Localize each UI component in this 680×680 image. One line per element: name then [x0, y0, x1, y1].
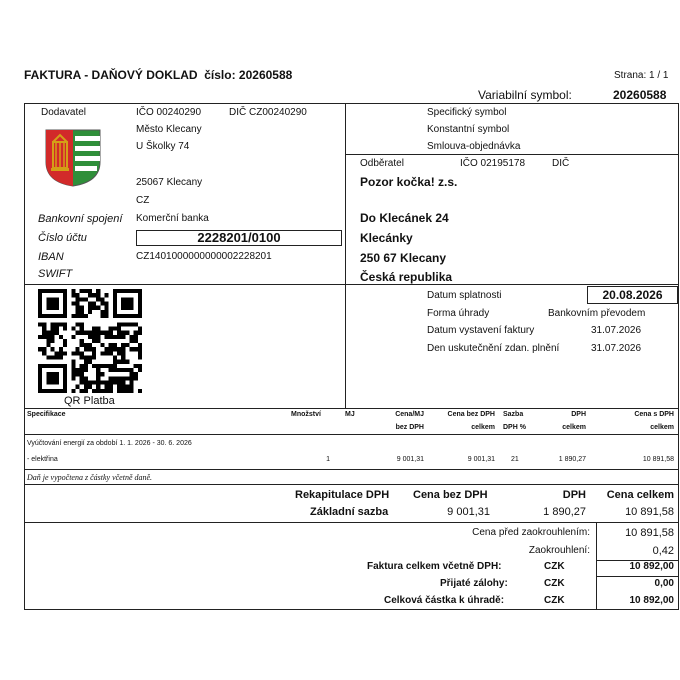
supplier-country: CZ	[136, 195, 150, 206]
contract-label: Smlouva-objednávka	[427, 141, 521, 152]
row-net: 9 001,31	[467, 456, 495, 463]
customer-district: Klecánky	[360, 231, 413, 245]
row-rate: 21	[511, 456, 519, 463]
supplier-city: 25067 Klecany	[136, 177, 203, 188]
variable-symbol-value: 20260588	[613, 88, 667, 102]
supplier-name: Město Klecany	[136, 124, 202, 135]
amount-due-currency: CZK	[544, 595, 565, 606]
customer-dic: DIČ	[552, 158, 570, 169]
iban-value: CZ1401000000000002228201	[136, 251, 272, 262]
taxable-date-value: 31.07.2026	[591, 343, 642, 354]
col-price-2: bez DPH	[395, 424, 424, 431]
col-vat-2: celkem	[562, 424, 586, 431]
row-spec: - elektřina	[27, 456, 58, 463]
advances-label: Přijaté zálohy:	[440, 578, 508, 589]
col-net-1: Cena bez DPH	[447, 411, 495, 418]
frame-left	[24, 103, 25, 610]
col-price-1: Cena/MJ	[395, 411, 424, 418]
title-text: FAKTURA - DAŇOVÝ DOKLAD	[24, 68, 198, 82]
due-date-value: 20.08.2026	[587, 286, 678, 304]
tax-note: Daň je vypočtena z částky včetně daně.	[27, 473, 153, 482]
table-head-top	[24, 408, 678, 409]
frame-top	[24, 103, 678, 104]
payment-divider	[24, 284, 678, 285]
taxable-date-label: Den uskutečnění zdan. plnění	[427, 343, 560, 354]
constant-symbol-label: Konstantní symbol	[427, 124, 510, 135]
customer-ico: IČO 02195178	[460, 158, 526, 169]
issue-date-value: 31.07.2026	[591, 325, 642, 336]
supplier-street: U Školky 74	[136, 141, 190, 152]
note-bottom	[24, 484, 678, 485]
recap-total: 10 891,58	[625, 506, 674, 518]
col-qty: Množství	[291, 411, 321, 418]
invoice-number: 20260588	[238, 68, 293, 82]
recap-col-vat: DPH	[562, 489, 586, 501]
recap-rate-label: Základní sazba	[310, 506, 389, 518]
invoice-total-label: Faktura celkem včetně DPH:	[367, 561, 502, 572]
variable-symbol-label: Variabilní symbol:	[478, 88, 572, 102]
issue-date-label: Datum vystavení faktury	[427, 325, 535, 336]
items-bottom	[24, 469, 678, 470]
advances-currency: CZK	[544, 578, 565, 589]
account-label: Číslo účtu	[38, 232, 87, 244]
table-head-bottom	[24, 434, 678, 435]
col-spec: Specifikace	[27, 411, 66, 418]
row-vat: 1 890,27	[558, 456, 586, 463]
row-qty: 1	[326, 456, 330, 463]
account-value: 2228201/0100	[136, 230, 342, 246]
bank-label: Bankovní spojení	[38, 213, 123, 225]
advances-value: 0,00	[654, 578, 674, 589]
supplier-label: Dodavatel	[41, 107, 87, 118]
supplier-dic: DIČ CZ00240290	[229, 107, 307, 118]
amount-due-value: 10 892,00	[629, 595, 674, 606]
iban-label: IBAN	[38, 251, 64, 263]
recap-bottom	[24, 522, 678, 523]
recap-net: 9 001,31	[447, 506, 490, 518]
amount-due-label: Celková částka k úhradě:	[384, 595, 505, 606]
coat-of-arms-icon	[44, 128, 102, 188]
invoice-title	[24, 68, 292, 82]
section-text: Vyúčtování energií za období 1. 1. 2026 - 30. 6. 2026	[27, 440, 192, 447]
customer-country: Česká republika	[360, 270, 453, 284]
col-rate-1: Sazba	[503, 411, 524, 418]
col-vat-1: DPH	[571, 411, 586, 418]
rounding-label: Zaokrouhlení:	[528, 545, 590, 556]
before-round-value: 10 891,58	[625, 527, 674, 539]
qr-label: QR Platba	[64, 395, 115, 407]
col-rate-2: DPH %	[503, 424, 526, 431]
payment-label: Forma úhrady	[427, 308, 490, 319]
frame-bottom	[24, 609, 679, 610]
recap-vat: 1 890,27	[543, 506, 586, 518]
row-gross: 10 891,58	[642, 456, 674, 463]
supplier-ico: IČO 00240290	[136, 107, 202, 118]
swift-label: SWIFT	[38, 268, 73, 280]
recap-title: Rekapitulace DPH	[295, 489, 390, 501]
number-label: číslo:	[204, 68, 236, 82]
invoice-total-value: 10 892,00	[629, 561, 674, 572]
total-divider	[597, 576, 678, 577]
specific-symbol-label: Specifický symbol	[427, 107, 507, 118]
col-net-2: celkem	[471, 424, 495, 431]
bank-value: Komerční banka	[136, 213, 209, 224]
customer-street: Do Klecánek 24	[360, 211, 449, 225]
customer-label: Odběratel	[360, 158, 404, 169]
due-date-label: Datum splatnosti	[427, 290, 502, 301]
page-number: Strana: 1 / 1	[614, 70, 669, 81]
payment-value: Bankovním převodem	[548, 308, 646, 319]
customer-city: 250 67 Klecany	[360, 251, 447, 265]
frame-mid-vertical	[345, 103, 346, 408]
invoice-total-currency: CZK	[544, 561, 565, 572]
recap-col-net: Cena bez DPH	[413, 489, 488, 501]
row-price: 9 001,31	[396, 456, 424, 463]
qr-code-icon	[38, 289, 142, 393]
customer-name: Pozor kočka! z.s.	[360, 175, 458, 189]
before-round-label: Cena před zaokrouhlením:	[472, 527, 590, 538]
col-gross-2: celkem	[650, 424, 674, 431]
customer-divider	[345, 154, 678, 155]
frame-right	[678, 103, 679, 610]
recap-col-total: Cena celkem	[606, 489, 674, 501]
totals-vertical	[596, 522, 597, 609]
col-unit: MJ	[345, 411, 355, 418]
col-gross-1: Cena s DPH	[634, 411, 674, 418]
rounding-value: 0,42	[652, 545, 674, 557]
